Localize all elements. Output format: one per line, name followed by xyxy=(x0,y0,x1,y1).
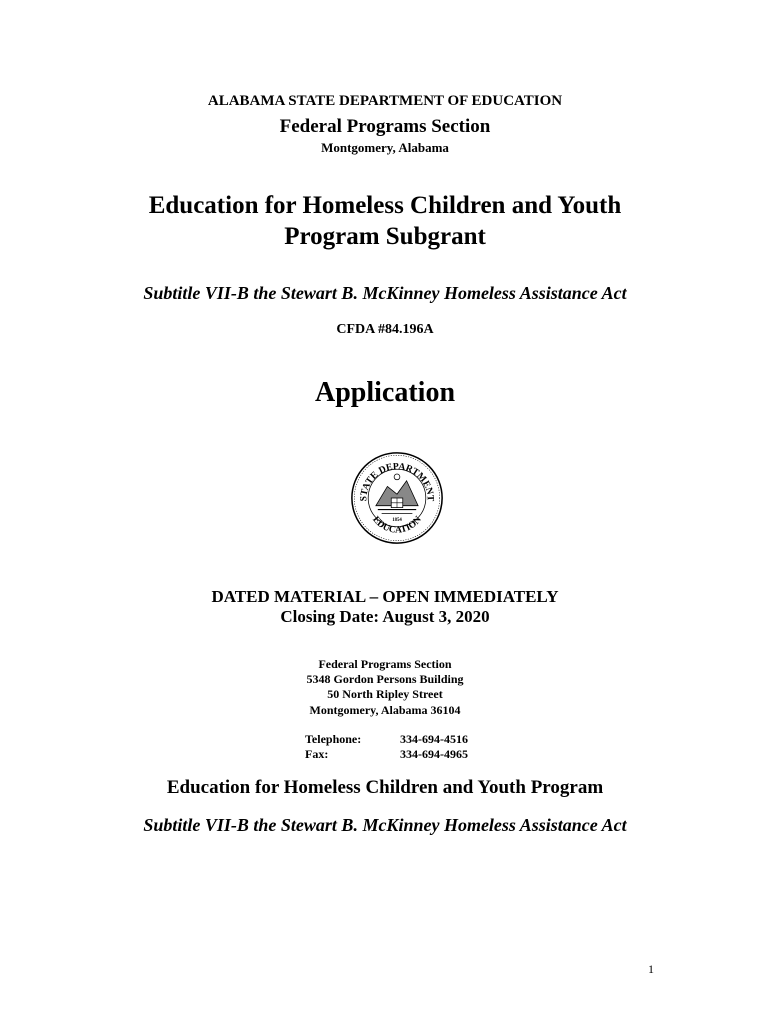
telephone-row xyxy=(305,732,468,747)
seal-year: 1854 xyxy=(392,518,402,524)
closing-date: Closing Date: August 3, 2020 xyxy=(280,607,490,626)
document-title-line-2: Program Subgrant xyxy=(284,223,486,250)
program-subtitle: Subtitle VII-B the Stewart B. McKinney Homeless Assistance Act xyxy=(143,815,627,835)
address-line-4: Montgomery, Alabama 36104 xyxy=(309,703,461,717)
seal-top-text: STATE DEPARTMENT xyxy=(358,461,436,502)
page-number: 1 xyxy=(648,962,654,976)
section-name: Federal Programs Section xyxy=(279,116,491,137)
city: Montgomery, Alabama xyxy=(321,140,449,155)
application-heading: Application xyxy=(314,377,456,408)
address-line-2: 5348 Gordon Persons Building xyxy=(306,672,464,686)
document-subtitle: Subtitle VII-B the Stewart B. McKinney Homeless Assistance Act xyxy=(143,283,627,303)
telephone-number: 334-694-4516 xyxy=(400,732,468,746)
telephone-label: Telephone: xyxy=(305,732,362,746)
address-line-3: 50 North Ripley Street xyxy=(327,687,443,701)
seal-bottom-text: EDUCATION xyxy=(370,514,424,536)
dated-material-notice: DATED MATERIAL – OPEN IMMEDIATELY xyxy=(211,587,559,606)
fax-label: Fax: xyxy=(305,747,329,761)
document-title-line-1: Education for Homeless Children and Youth xyxy=(148,192,622,219)
address-line-1: Federal Programs Section xyxy=(318,657,452,671)
cfda-number: CFDA #84.196A xyxy=(336,322,434,337)
state-department-seal-icon xyxy=(349,450,445,546)
fax-number: 334-694-4965 xyxy=(400,747,468,761)
program-title: Education for Homeless Children and Youth Program xyxy=(166,777,604,798)
agency-name: ALABAMA STATE DEPARTMENT OF EDUCATION xyxy=(207,93,563,109)
fax-row xyxy=(305,747,468,762)
